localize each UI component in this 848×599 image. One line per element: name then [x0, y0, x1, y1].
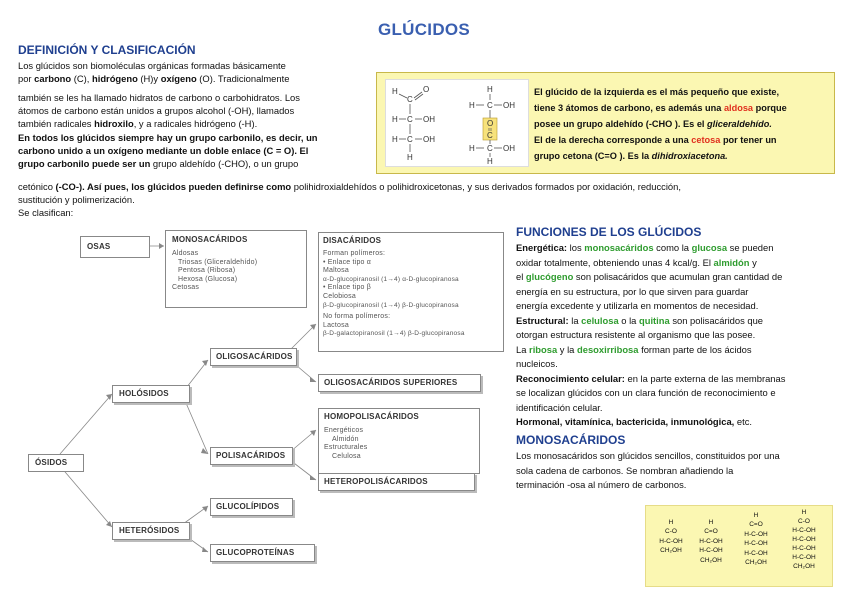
mol-right-h4: H [487, 157, 493, 166]
mol-left-h4: H [407, 153, 413, 162]
fun-hormonal: Hormonal, vitamínica, bactericida, inmunológica, etc. [516, 416, 752, 427]
monosacaridos-box [165, 230, 307, 308]
glucoproteinas-box: GLUCOPROTEÍNAS [210, 544, 315, 562]
gliceraldehido-structure [386, 80, 528, 166]
monosac-line-2: sola cadena de carbonos. Se nombran añadiendo la [516, 464, 734, 476]
mol-right-h2: H [469, 101, 475, 110]
monosac-line-3: terminación -osa al número de carbonos. [516, 479, 687, 490]
dihidroxiacetona-term: dihidroxiacetona. [651, 151, 728, 161]
fun-energetica-5: energía excedente y utilizarla en momentos de necesidad. [516, 300, 759, 311]
structure-pentosa: H C=O H-C-OH H-C-OH H-C-OH CH₂OH [744, 512, 768, 567]
def-line-8: grupo carbonilo puede ser un grupo aldehído (-CHO), o un grupo [18, 158, 299, 170]
monosac-text [516, 449, 830, 493]
definicion-heading: DEFINICIÓN Y CLASIFICACIÓN [18, 43, 196, 57]
funciones-heading: FUNCIONES DE LOS GLÚCIDOS [516, 225, 702, 239]
fun-estructural-1: Estructural: la celulosa o la quitina son polisacáridos que [516, 314, 764, 326]
mol-right-c2: C [487, 131, 493, 140]
mol-left-c1: C [407, 95, 413, 104]
fun-reconocimiento-1: Reconocimiento celular: en la parte externa de las membranas [516, 372, 786, 384]
fun-energetica-2: oxidar totalmente, obteniendo unas 4 kcal/g. El almidón y [516, 256, 757, 268]
cetosa-term: cetosa [691, 135, 721, 145]
mol-left-oh2: OH [423, 135, 435, 144]
def-line-9: cetónico (-CO-). Así pues, los glúcidos pueden definirse como polihidroxialdehídos o polihidroxicetonas, y sus derivados formados por oxidación, reducción, [18, 181, 681, 192]
def-line-2: por carbono (C), hidrógeno (H)y oxígeno (O). Tradicionalmente [18, 73, 290, 85]
mol-right-c1: C [487, 101, 493, 110]
structure-triosa: H C-O H-C-OH CH₂OH [659, 519, 683, 555]
mol-right-oh1: OH [503, 101, 515, 110]
mol-left-c2: C [407, 115, 413, 124]
mol-right-oh2: OH [503, 144, 515, 153]
def-line-11: Se clasifican: [18, 207, 74, 219]
def-line-4: átomos de carbono están unidos a grupos alcohol (-OH), llamados [18, 105, 295, 117]
info-line-1: El glúcido de la izquierda es el más pequeño que existe, [534, 87, 780, 97]
mono-details: Aldosas Triosas (Gliceraldehído) Pentosa (Ribosa) Hexosa (Glucosa) Cetosas [172, 250, 258, 292]
funciones-text [516, 241, 830, 430]
mol-left-h2: H [392, 115, 398, 124]
heteropolisacaridos-box: HETEROPOLISÁCARIDOS [318, 473, 475, 491]
fun-energetica-1: Energética: los monosacáridos como la glucosa se pueden [516, 242, 774, 253]
info-box [376, 72, 835, 174]
monosac-heading: MONOSACÁRIDOS [516, 433, 626, 447]
homo-details: Energéticos Almidón Estructurales Celulosa [324, 427, 368, 460]
aldosa-term: aldosa [723, 103, 754, 113]
homopolisacaridos-box [318, 408, 480, 474]
fun-estructural-2: otorgan estructura resistente al organismo que las posee. [516, 329, 756, 340]
info-line-5: grupo cetona (C=O ). Es la dihidroxiacetona. [534, 151, 728, 161]
definicion-text-wide [18, 180, 833, 220]
mol-right-o: O [487, 119, 494, 128]
glucolipidos-box: GLUCOLÍPIDOS [210, 498, 293, 516]
fun-reconocimiento-3: identificación celular. [516, 401, 603, 413]
info-line-3: posee un grupo aldehído (-CHO ). Es el gliceraldehído. [534, 119, 772, 129]
monosac-line-1: Los monosacáridos son glúcidos sencillos, constituidos por una [516, 450, 780, 461]
def-line-3: también se les ha llamado hidratos de carbono o carbohidratos. Los [18, 92, 300, 103]
osas-box: OSAS [80, 236, 150, 258]
info-line-2: tiene 3 átomos de carbono, es además una aldosa porque [534, 103, 787, 113]
holosidos-box: HOLÓSIDOS [112, 385, 190, 403]
fun-reconocimiento-2: se localizan glúcidos con un clara función de reconocimiento e [516, 387, 776, 398]
mol-right-c3: C [487, 144, 493, 153]
oligo-superiores-box: OLIGOSACÁRIDOS SUPERIORES [318, 374, 481, 392]
def-line-10: sustitución y polimerización. [18, 194, 135, 206]
def-line-1: Los glúcidos son biomoléculas orgánicas formadas básicamente [18, 60, 286, 71]
def-line-5: también radicales hidroxilo, y a radicales hidrógeno (-H). [18, 118, 258, 130]
mol-left-oh1: OH [423, 115, 435, 124]
mol-right-h1: H [487, 85, 493, 94]
fun-energetica-3: el glucógeno son polisacáridos que acumulan gran cantidad de [516, 271, 783, 282]
def-line-6: En todos los glúcidos siempre hay un grupo carbonilo, es decir, un [18, 131, 318, 143]
structure-tetrosa: H C=O H-C-OH H-C-OH CH₂OH [699, 519, 723, 564]
molecules-panel [385, 79, 529, 167]
info-text [534, 84, 830, 164]
structure-hexosa: H C-O H-C-OH H-C-OH H-C-OH H-C-OH CH₂OH [792, 509, 816, 570]
oligosacaridos-box: OLIGOSACÁRIDOS [210, 348, 297, 366]
polisacaridos-box: POLISACÁRIDOS [210, 447, 293, 465]
mol-left-h3: H [392, 135, 398, 144]
definicion-text-top [18, 59, 370, 85]
mol-left-h1: H [392, 87, 398, 96]
definicion-text-mid [18, 91, 370, 170]
mol-left-o: O [423, 85, 430, 94]
osidos-box: ÓSIDOS [28, 454, 84, 472]
fun-estructural-3: La ribosa y la desoxirribosa forman parte de los ácidos [516, 343, 752, 355]
heterosidos-box: HETERÓSIDOS [112, 522, 190, 540]
mol-right-h3: H [469, 144, 475, 153]
disac-details: Forman polímeros: • Enlace tipo α Maltosa α-D-glucopiranosil (1→4) α-D-glucopiranosa • Enlace tipo β Celobiosa β-D-glucopiranosil (1→4) β-D-glucopiranosa No forma polímeros: Lactosa β-D-galactopiranosil (1→4) β-D-glucopiranosa [323, 250, 465, 338]
disacaridos-label: DISACÁRIDOS [323, 236, 382, 245]
classification-diagram [0, 222, 505, 597]
mol-left-c3: C [407, 135, 413, 144]
fun-energetica-4: energía en su estructura, por lo que sirven para guardar [516, 285, 749, 297]
structures-box [645, 505, 833, 587]
disacaridos-box [318, 232, 504, 352]
fun-estructural-4: nucleicos. [516, 358, 558, 369]
gliceraldehido-term: gliceraldehído. [707, 119, 772, 129]
homopolisacaridos-label: HOMOPOLISACÁRIDOS [324, 412, 419, 421]
info-line-4: El de la derecha corresponde a una cetosa por tener un [534, 135, 777, 145]
def-line-7: carbono unido a un oxígeno mediante un doble enlace (C = O). El [18, 144, 309, 156]
monosacaridos-label: MONOSACÁRIDOS [172, 235, 248, 244]
page-title: GLÚCIDOS [377, 20, 471, 39]
